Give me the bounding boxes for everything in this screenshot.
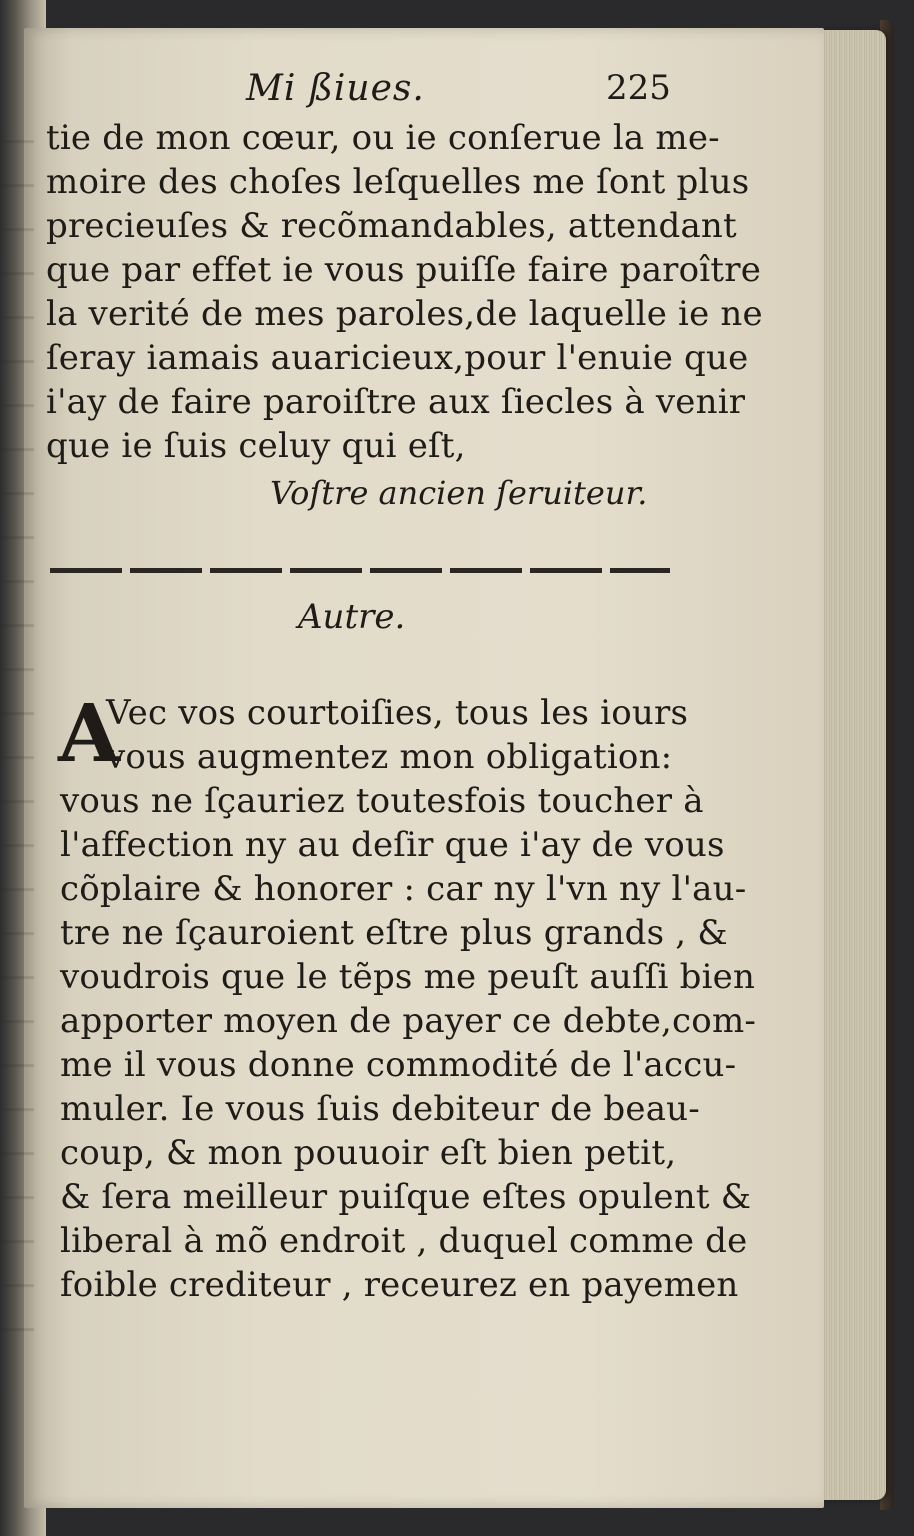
drop-cap-block xyxy=(46,686,689,780)
text-line: tie de mon cœur, ou ie conſerue la me- xyxy=(46,118,720,158)
page-text xyxy=(46,68,763,1307)
signature: Voſtre ancien ſeruiteur. xyxy=(270,474,648,512)
text-line: moire des choſes leſquelles me ſont plus xyxy=(46,162,750,202)
text-line: l'affection ny au deſir que i'ay de vous xyxy=(60,825,725,865)
text-line: Vec vos courtoiſies, tous les iours xyxy=(106,693,689,733)
text-line: coup, & mon pouuoir eſt bien petit, xyxy=(60,1133,677,1173)
letter-body xyxy=(46,686,757,1307)
page-number: 225 xyxy=(606,68,671,108)
text-line: ſeray iamais auaricieux,pour l'enuie que xyxy=(46,338,749,378)
text-line: foible crediteur , receurez en payemen xyxy=(60,1265,739,1305)
text-line: liberal à mõ endroit , duquel comme de xyxy=(60,1221,748,1261)
text-line: vous ne ſçauriez toutesfois toucher à xyxy=(60,781,704,821)
text-line: & ſera meilleur puiſque eſtes opulent & xyxy=(60,1177,752,1217)
text-line: precieuſes & recõmandables, attendant xyxy=(46,206,737,246)
text-line: cõplaire & honorer : car ny l'vn ny l'au- xyxy=(60,869,747,909)
text-line: tre ne ſçauroient eſtre plus grands , & xyxy=(60,913,728,953)
drop-cap: A xyxy=(58,686,121,780)
text-line: la verité de mes paroles,de laquelle ie ne xyxy=(46,294,763,334)
text-line: me il vous donne commodité de l'accu- xyxy=(60,1045,737,1085)
running-title: Mi ßiues. xyxy=(246,68,425,109)
section-heading: Autre. xyxy=(298,597,406,637)
text-line: voudrois que le tẽps me peuſt auſſi bien xyxy=(60,957,756,997)
section-divider-rule xyxy=(50,568,670,573)
text-line: i'ay de faire paroiſtre aux ſiecles à venir xyxy=(46,382,746,422)
gutter-show-through xyxy=(4,100,34,1350)
text-line: muler. Ie vous ſuis debiteur de beau- xyxy=(60,1089,700,1129)
text-line: que ie ſuis celuy qui eſt, xyxy=(46,426,466,466)
text-line: vous augmentez mon obligation: xyxy=(106,737,673,777)
page-header xyxy=(46,68,686,116)
previous-letter-ending xyxy=(46,116,763,516)
text-line: apporter moyen de payer ce debte,com- xyxy=(60,1001,757,1041)
text-line: que par effet ie vous puiſſe faire paroître xyxy=(46,250,762,290)
page-fore-edge xyxy=(820,30,886,1500)
